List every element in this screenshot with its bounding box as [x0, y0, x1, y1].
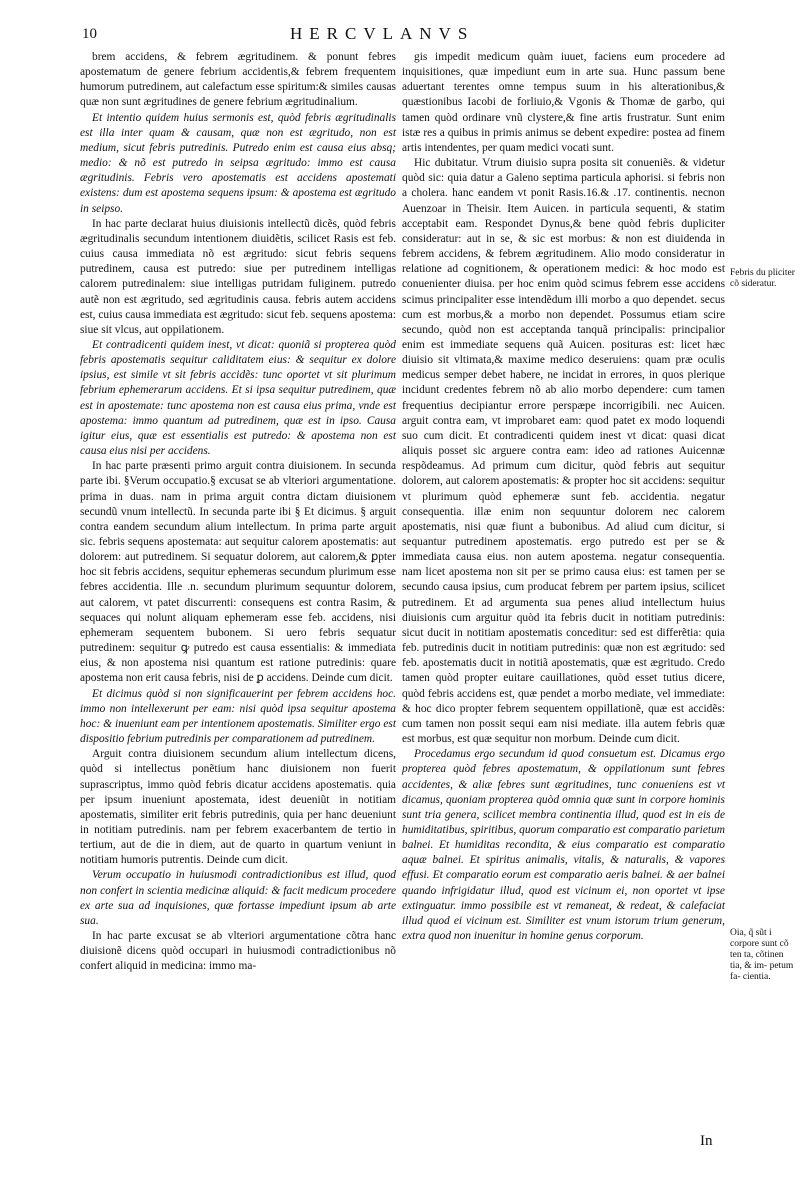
right-paragraph: Procedamus ergo secundum id quod consuetum est. Dicamus ergo propterea quòd febres apostematum, & oppilationum sunt febres accidentes, & aliæ febres sunt ægritudines, tunc conueniens est vt dicamus, quoniam propterea quòd omnia quæ sunt in corpore hominis sunt tria genera, scilicet membra continentia illud, quod est in eis de humiditatibus, spiritibus, quorum comparatio est comparatio parietum balnei. Et humiditas recondita, & eius comparatio est comparatio aquæ balnei. Et spiritus animalis, vitalis, & naturalis, & vapores effusi. Et comparatio eorum est comparatio aeris balnei. & aer balnei quando infrigidatur illud, quod est vicinum ei, non oportet vt ipse extinguatur. immo possibile est vt remaneat, & redeat, & calefaciat illud quod ei vicinum est. Similiter est vnum istorum trium generum, extra quod non inuenitur in homine genus corporum.	[402, 748, 725, 943]
left-paragraph: brem accidens, & febrem ægritudinem. & ponunt febres apostematum de genere febrium accidentis,& febrem frequentem humorum putredinem, aut calefactum esse spiritum:& similes causas quæ non sunt ægritudines de genere febrium ægritudinalium.	[80, 51, 396, 109]
left-paragraph: Et intentio quidem huius sermonis est, quòd febris ægritudinalis est illa inter quam & causam, quæ non est ægritudo, non est medium, sicut febris putredinis. Putredo enim est causa eius absq; medio: & nõ est putredo in seipsa ægritudo: immo est causa ægritudinis. Febris vero apostematis est accidens apostemati existens: dum est apostema sequens ipsum: & apostema est ægritudo in seipso.	[80, 111, 396, 215]
left-paragraph: Verum occupatio in huiusmodi contradictionibus est illud, quod non confert in scientia medicinæ aliquid: & facit medicum procedere ex arte sua ad inquisiones, quæ fortasse impediunt ipsum ab arte sua.	[80, 869, 396, 927]
left-paragraph: In hac parte præsenti primo arguit contra diuisionem. In secunda parte ibi. §Verum occupatio.§ excusat se ab vlteriori argumentatione. prima in duas. nam in prima arguit contra dictam diuisionem secundũ vnum intellectũ. In secunda parte ibi § Et dicimus. § arguit contra eandem secundum alium intellectum. In prima parte arguit sic. febris sequens apostemata: aut sequitur calorem apostematis: aut dolorem: aut putredinem. Si sequatur dolorem, aut calorem,& ꝑpter hoc sit febris accidens, sequitur ephemeras secundum plurimum esse febres accidentia. Ille .n. secundum plurimum sequuntur dolorem, aut calorem, vt patet discurrenti: consequens est contra Rasim, & sequaces qui nolunt aliquam ephemeram esse feb. accidens, nisi ephemeram sequentem bubonem. Si uero febris sequatur putredinem: sequitur ꝙ putredo est causa essentialis: & immediata eius, & non apostema nisi quantum est ratione putredinis: quare apostema non erit causa febris, nisi de ꝑ accidens. Deinde cum dicit.	[80, 460, 396, 685]
left-paragraph: In hac parte excusat se ab vlteriori argumentatione cõtra hanc diuisionẽ dicens quòd occupari in huiusmodi contradictionibus nõ confert aliquid in medicina: immo ma-	[80, 930, 396, 973]
left-column	[80, 50, 396, 975]
running-head: HERCVLANVS	[290, 24, 475, 43]
catchword: In	[700, 1133, 713, 1149]
right-paragraph: gis impedit medicum quàm iuuet, faciens eum procedere ad inquisitiones, quæ impediunt eum in arte sua. Hunc passum bene aduertant terentes omne tempus suum in his alterationibus,& quæstionibus Iacobi de forliuio,& Vgonis & Thomæ de garbo, qui tamen quòd ordinare vnũ clystere,& fine artis frustratur. Sunt enim istæ res a quibus in primis animus se debent expedire: postea ad finem artis intendentes, per quam medici vocati sunt.	[402, 51, 725, 154]
left-paragraph: Et contradicenti quidem inest, vt dicat: quoniã si propterea quòd febris apostematis sequitur caliditatem eius: & sequitur ex dolore ipsius, est simile vt sit febris accidẽs: tunc oportet vt sit plurimum febrium ephemerarum accidens. Et si ipsa sequitur putredinem, quæ est in apostemate: tunc apostema non est causa eius prima, vnde est apostema: immo quantum ad putredinem, quæ est in ipso. Causa igitur eius, quæ est essentialis est putredo: & apostema non est causa eius nisi per accidens.	[80, 338, 396, 458]
page-number: 10	[82, 26, 97, 42]
right-column	[402, 50, 725, 944]
marginal-note: Febris du pliciter cõ sideratur.	[730, 268, 795, 289]
left-paragraph: Et dicimus quòd si non significauerint per febrem accidens hoc. immo non intellexerunt per eam: nisi quòd ipsa sequitur apostema hoc: & inueniunt eam per intentionem apostematis. Similiter ergo est dispositio febrium putredinis per comparationem ad putredinem.	[80, 687, 396, 746]
left-paragraph: In hac parte declarat huius diuisionis intellectũ dicẽs, quòd febris ægritudinalis secundum intentionem diuidẽtis, scilicet Rasis est feb. cuius causa immediata nõ est ægritudo: sicut febris sequens putredinem, causa est putredo: siue per putredinem intelligas calorem putredinalem: siue intelligas putridam fuliginem. putredo autẽ non est ægritudo, sed ægritudinis causa. febris autem accidens est, cuius causa immediata est ægritudo: sicut feb. sequens apostema: siue sit vlcus, aut oppilationem.	[80, 217, 397, 336]
marginal-note: Oia, q̃ sũt i corpore sunt cõ ten ta, cõtinen tia, & im- petum fa- cientia.	[730, 928, 794, 982]
right-paragraph: Hic dubitatur. Vtrum diuisio supra posita sit conueniẽs. & videtur quòd sic: quia datur a Galeno septima particula aphorisi. si febris non a cholera. hanc eandem vt ponit Rasis.16.& .17. continentis. necnon Auenzoar in Theisir. Item Auicen. in particula sequenti, & statim acceptabit eam. Respondet Dynus,& bene quòd febris dupliciter consideratur: aut in se, & sic est morbus: & non est diuidenda in febrem accidens, & febrem ægritudinem. Alio modo consideratur in relatione ad cognitionem, & operationem medici: & hoc modo est conuenienter diuisa. per hoc enim quòd scimus febrem esse accidens scimus principaliter esse intendẽdum illi morbo a quo dependet. secus cum est morbus,& a morbo non dependet. Possumus etiam scire secundo, quòd non est acceptanda tanquã principalis: principalior enim est immediate sequens quã Auicen. posituras est: licet hæc diuisio sit vltimata,& maxime medico deseruiens: quam præ oculis medicus semper debet habere, ne incidat in errores, in quos plerique incidunt credentes febrem nõ ab alio morbo dependere: cum tamen frequentius decipiantur errore perspæpe incorrigibili. nec Auicen. arguit contra eam, vt improbaret eam: quod patet ex modo loquendi suo cum dicit. Et contradicenti quidem inest vt dicat: quasi dicat aliquis posset sic arguere contra eam: ideo ad rationes Auicennæ respõdeamus. Ad primum cum dicitur, quòd febris aut sequitur dolorem, aut calorem apostematis: & propter hoc sit accidens: sequitur vt plurimum quòd ephemeræ sunt feb. accidentia. negatur consequentia. illæ enim non sequuntur dolorem nec calorem apostematis, nisi quæ fiunt a bubonibus. Ad aliud cum dicitur, si sequantur putredinem apostematis. ergo putredo est per se & immediata causa eius. non autem apostema. negatur consequentia. nam licet apostema non sit per se primo causa eius: est tamen per se secundo causa ipsius, cum producat febrem per partem ipsius, scilicet putredinem. Et ad argumenta sua penes aliud intellectum huius diuisionis cum arguitur quòd ita febris ducit in notitiam putredinis: sicut ducit in notitiam apostematis conceditur: sed est differẽtia: quia feb. putredinis ducit in notitiam putredinis: quæ non est ægritudo: sed feb. apostematis ducit in notitiã apostematis, quæ est ægritudo. Credo tamen quòd propter euitare cauillationes, quòd esset tutius dicere, quòd febris accidens est, quæ pendet a morbo mediate, vel immediate: & hoc dico propter febrem sequentem oppillationẽ, quæ est accidẽs: cum tamen non possit sequi eam nisi mediate. illa autem febris quæ est morbus, est quæ sequitur non morbum. Deinde cum dicit.	[402, 157, 725, 746]
left-paragraph: Arguit contra diuisionem secundum alium intellectum dicens, quòd si intellectus ponẽtium hanc diuisionem non fuerit suprascriptus, immo quòd febris dicatur accidens apostematis. quia per ipsum inueniunt apostemata, idest deueniũt in notitiam apostematis, similiter erit febris putredinis, quia per hanc deueniunt in notitiam putredinis. nam per febrem exacerbantem de tertio in tertium, aut de die in diem, aut de quarto in quartum veniunt in notitiam humoris putrentis. Deinde cum dicit.	[80, 748, 396, 867]
